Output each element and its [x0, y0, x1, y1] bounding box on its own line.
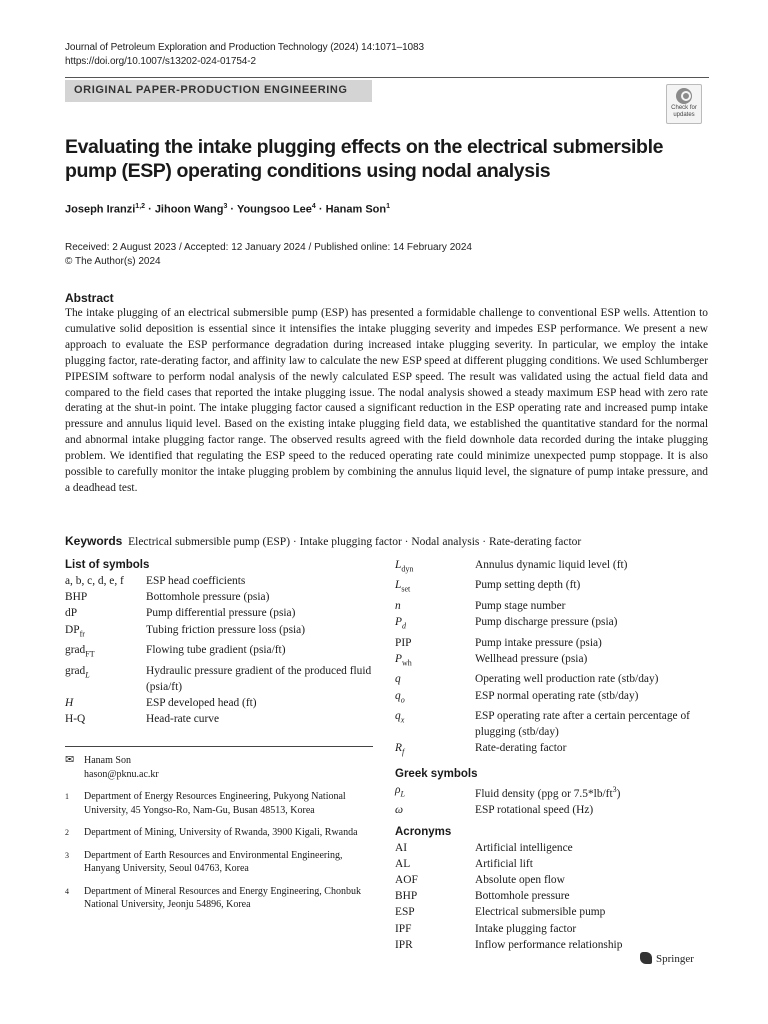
symbol [65, 642, 146, 662]
symbol-text: ESP [395, 906, 415, 919]
symbol-row [65, 642, 375, 662]
section-label: ORIGINAL PAPER-PRODUCTION ENGINEERING [74, 84, 348, 96]
symbol [395, 782, 475, 802]
symbol-row [395, 598, 710, 614]
symbol-text: H [65, 696, 74, 709]
symbol [395, 904, 475, 920]
symbol-row [395, 671, 710, 687]
symbol-row [395, 614, 710, 634]
symbol [65, 695, 146, 711]
symbol-description: Pump setting depth (ft) [475, 579, 581, 592]
symbols-continued [395, 557, 710, 953]
affiliation-note [65, 790, 365, 817]
symbol-subscript: fr [79, 628, 85, 638]
acronym-rows [395, 840, 710, 953]
symbol-description [475, 782, 710, 802]
author-name[interactable]: Hanam Son [325, 203, 387, 216]
keywords-text: Electrical submersible pump (ESP) · Intake plugging factor · Nodal analysis · Rate-derating factor [128, 536, 582, 548]
symbol-base: ρ [395, 783, 401, 796]
symbol-description: ESP rotational speed (Hz) [475, 804, 594, 817]
symbol-subscript: f [401, 747, 405, 757]
symbol [395, 614, 475, 634]
symbol-description: Bottomhole pressure [475, 890, 570, 903]
footnote-rule [65, 746, 373, 747]
corresponding-author [65, 754, 365, 781]
author-separator: · [145, 203, 155, 216]
symbol-text: BHP [395, 890, 418, 903]
symbol [395, 708, 475, 740]
acronyms-heading: Acronyms [395, 825, 452, 838]
author-separator: · [315, 203, 326, 216]
symbol-row [395, 840, 710, 856]
section-banner [65, 80, 372, 102]
publisher-name: Springer [656, 953, 694, 965]
symbol-subscript: x [400, 715, 405, 725]
symbol-row [395, 635, 710, 651]
symbol-subscript: set [401, 584, 411, 594]
symbol [395, 840, 475, 856]
list-of-symbols [65, 557, 375, 727]
symbol-row [395, 740, 710, 760]
symbol-row [65, 663, 375, 695]
symbol-description: Operating well production rate (stb/day) [475, 673, 659, 686]
symbol-row [395, 557, 710, 577]
symbol-row [395, 888, 710, 904]
greek-heading: Greek symbols [395, 767, 478, 780]
symbol-base: q [395, 710, 401, 723]
affiliation-note [65, 885, 365, 912]
symbol-description: ESP operating rate after a certain percentage of plugging (stb/day) [475, 710, 690, 739]
affiliation-number: 2 [65, 828, 69, 837]
author-name[interactable]: Jihoon Wang [154, 203, 224, 216]
symbol-description: Flowing tube gradient (psia/ft) [146, 644, 286, 657]
symbol-row [395, 872, 710, 888]
symbol-row [395, 937, 710, 953]
symbol-row [395, 921, 710, 937]
check-for-updates-badge[interactable] [666, 84, 702, 124]
badge-text-2: updates [673, 111, 695, 118]
symbol [395, 888, 475, 904]
affiliation-number: 3 [65, 850, 69, 860]
symbol-base: q [395, 689, 401, 702]
symbol-subscript: L [400, 789, 405, 799]
symbol-subscript: dyn [401, 564, 414, 574]
symbol [395, 577, 475, 597]
symbol-description: Bottomhole pressure (psia) [146, 591, 270, 604]
symbol [395, 651, 475, 671]
symbol-row [395, 651, 710, 671]
symbol [395, 740, 475, 760]
springer-horse-icon [640, 952, 652, 964]
symbol-text: PIP [395, 636, 412, 649]
symbol-row [65, 573, 375, 589]
desc-text: Fluid density (ppg or 7.5*lb/ft [475, 787, 613, 800]
author-name[interactable]: Youngsoo Lee [236, 203, 312, 216]
symbol-description: ESP head coefficients [146, 575, 246, 587]
symbol [395, 688, 475, 708]
symbol-description: Head-rate curve [146, 713, 220, 726]
corresponding-email[interactable]: hason@pknu.ac.kr [84, 768, 159, 780]
author-affiliation: 4 [311, 203, 316, 210]
symbol-text: H-Q [65, 713, 86, 726]
symbol [65, 711, 146, 727]
envelope-icon: ✉ [65, 754, 75, 766]
symbol-description: Artificial intelligence [475, 841, 573, 854]
badge-text-1: Check for [671, 105, 697, 111]
publisher-logo [640, 952, 694, 965]
symbol-row [65, 622, 375, 642]
symbol [395, 937, 475, 953]
symbol-text: dP [65, 607, 78, 620]
symbol-description: Electrical submersible pump [475, 906, 606, 919]
affiliation-number: 4 [65, 886, 69, 896]
keywords [65, 534, 725, 548]
symbol-base: P [395, 616, 402, 629]
symbol [395, 872, 475, 888]
author-separator: · [227, 203, 237, 216]
symbol-row [395, 688, 710, 708]
symbol-row [395, 856, 710, 872]
symbol [65, 663, 146, 695]
copyright-notice: © The Author(s) 2024 [65, 256, 161, 267]
symbol-base: L [395, 579, 402, 592]
symbol-row [395, 708, 710, 740]
symbol-description: ESP developed head (ft) [146, 696, 257, 709]
affiliation-note [65, 849, 365, 876]
symbol-text: AOF [395, 874, 418, 887]
symbol-text: AL [395, 857, 411, 870]
symbol-description: Tubing friction pressure loss (psia) [146, 623, 306, 636]
affiliation-text: Department of Mining, University of Rwanda, 3900 Kigali, Rwanda [84, 827, 358, 838]
footnotes [65, 754, 365, 921]
publication-dates: Received: 2 August 2023 / Accepted: 12 January 2024 / Published online: 14 February 2024 [65, 242, 472, 253]
symbol-description: Pump discharge pressure (psia) [475, 616, 618, 629]
author-name[interactable]: Joseph Iranzi [65, 203, 136, 216]
symbol-description: Absolute open flow [475, 874, 565, 887]
symbol [395, 856, 475, 872]
symbol-description: Pump differential pressure (psia) [146, 607, 296, 620]
author-affiliation: 3 [223, 203, 228, 210]
symbol-base: P [395, 652, 402, 665]
symbol-text: q [395, 673, 401, 686]
symbols-rows [65, 573, 375, 727]
symbol-text: BHP [65, 591, 88, 604]
symbol [395, 557, 475, 577]
symbol-row [65, 605, 375, 621]
symbol-row [65, 711, 375, 727]
desc-superscript: 3 [612, 784, 617, 794]
symbol-text: n [395, 599, 401, 612]
symbols-continued-rows [395, 557, 710, 761]
symbol-subscript: FT [85, 649, 95, 659]
symbol-base: DP [65, 623, 80, 636]
symbol-description: Hydraulic pressure gradient of the produced fluid (psia/ft) [146, 664, 372, 693]
symbol [395, 635, 475, 651]
symbol [395, 671, 475, 687]
author-affiliation: 1,2 [135, 203, 146, 210]
doi-link[interactable]: https://doi.org/10.1007/s13202-024-01754-2 [65, 56, 256, 67]
symbol-description: Rate-derating factor [475, 742, 567, 755]
author-affiliation: 1 [386, 203, 391, 210]
symbols-heading: List of symbols [65, 559, 150, 571]
abstract-heading: Abstract [65, 291, 114, 305]
symbol-description: Intake plugging factor [475, 922, 577, 935]
affiliation-text: Department of Mineral Resources and Energy Engineering, Chonbuk National University, Jeonju 54896, Korea [84, 885, 361, 910]
symbol-subscript: L [85, 669, 90, 679]
affiliations [65, 790, 365, 912]
symbol-row [395, 577, 710, 597]
symbol-base: R [395, 742, 402, 755]
affiliation-text: Department of Earth Resources and Environmental Engineering, Hanyang University, Seoul 04763, Korea [84, 849, 343, 874]
symbol-text: AI [395, 841, 408, 854]
symbol-description: Pump intake pressure (psia) [475, 636, 602, 649]
symbol-base: grad [65, 664, 86, 677]
abstract-text: The intake plugging of an electrical submersible pump (ESP) has presented a formidable challenge to conventional ESP wells. Attention to cumulative solid deposition is essential since it intensifies the intake plugging severity and impedes ESP performance. We present a new approach to evaluate the ESP performance degradation during increased intake plugging severity. In particular, we employ the intake plugging factor, rate-derating factor, and affinity law to calculate the new ESP speed at different plugging conditions. We used Schlumberger PIPESIM software to perform nodal analysis of the newly calculated ESP speed. The result was validated using the actual field data and compared to the field cases that reported the intake plugging issue. The nodal analysis showed a steady maximum ESP head with zero rate derating at the shut-in point. The intake plugging factor caused a significant reduction in the ESP operating rate and increased pump intake pressure and annulus liquid level. Based on the existing intake plugging field data, we established the quantitative standard for the normal and abnormal intake plugging factor range. The observed results agreed with the field downhole data recorded during the intake plugging problem. We identified that regulating the ESP speed to the reduced operating rate could minimize unexpected pump stoppage. It is also possible to carefully monitor the intake plugging problem by combining the annulus liquid level, the signature of pump intake pressure, and a deadhead test. [65, 307, 708, 494]
affiliation-number: 1 [65, 792, 69, 801]
symbol-description: Inflow performance relationship [475, 938, 623, 951]
check-updates-icon [676, 88, 692, 104]
symbol-subscript: d [401, 621, 406, 631]
symbol-row [395, 904, 710, 920]
symbol-text: IPR [395, 938, 413, 951]
symbol-text: IPF [395, 922, 412, 935]
author-list [65, 203, 390, 216]
keywords-label: Keywords [65, 534, 123, 548]
symbol-base: grad [65, 644, 86, 657]
symbol [65, 589, 146, 605]
symbol-description: Annulus dynamic liquid level (ft) [475, 559, 628, 571]
journal-citation: Journal of Petroleum Exploration and Production Technology (2024) 14:1071–1083 [65, 42, 424, 53]
symbol-text: ω [395, 804, 404, 817]
symbol-subscript: wh [401, 658, 412, 668]
symbol-description: Pump stage number [475, 599, 566, 612]
symbol-description: ESP normal operating rate (stb/day) [475, 689, 639, 702]
affiliation-note [65, 826, 365, 840]
corresponding-name: Hanam Son [84, 755, 131, 766]
header-rule [65, 77, 709, 78]
symbol [395, 598, 475, 614]
symbol-row [65, 695, 375, 711]
symbol-row [395, 782, 710, 802]
affiliation-text: Department of Energy Resources Engineering, Pukyong National University, 45 Yongso-Ro, Nam-Gu, Busan 48513, Korea [84, 791, 346, 816]
symbol [395, 802, 475, 818]
symbol [65, 622, 146, 642]
greek-rows [395, 782, 710, 819]
desc-end: ) [616, 787, 621, 800]
greek-symbols [395, 766, 710, 819]
symbol-row [65, 589, 375, 605]
symbol-base: L [395, 559, 402, 571]
symbol [395, 921, 475, 937]
symbol-description: Wellhead pressure (psia) [475, 652, 588, 665]
symbol-row [395, 802, 710, 818]
symbol-text: a, b, c, d, e, f [65, 575, 124, 587]
symbol [65, 573, 146, 589]
symbol [65, 605, 146, 621]
symbol-description: Artificial lift [475, 857, 533, 870]
acronyms [395, 824, 710, 953]
paper-title: Evaluating the intake plugging effects on the electrical submersible pump (ESP) operating conditions using nodal analysis [65, 136, 664, 182]
symbol-subscript: o [400, 694, 405, 704]
